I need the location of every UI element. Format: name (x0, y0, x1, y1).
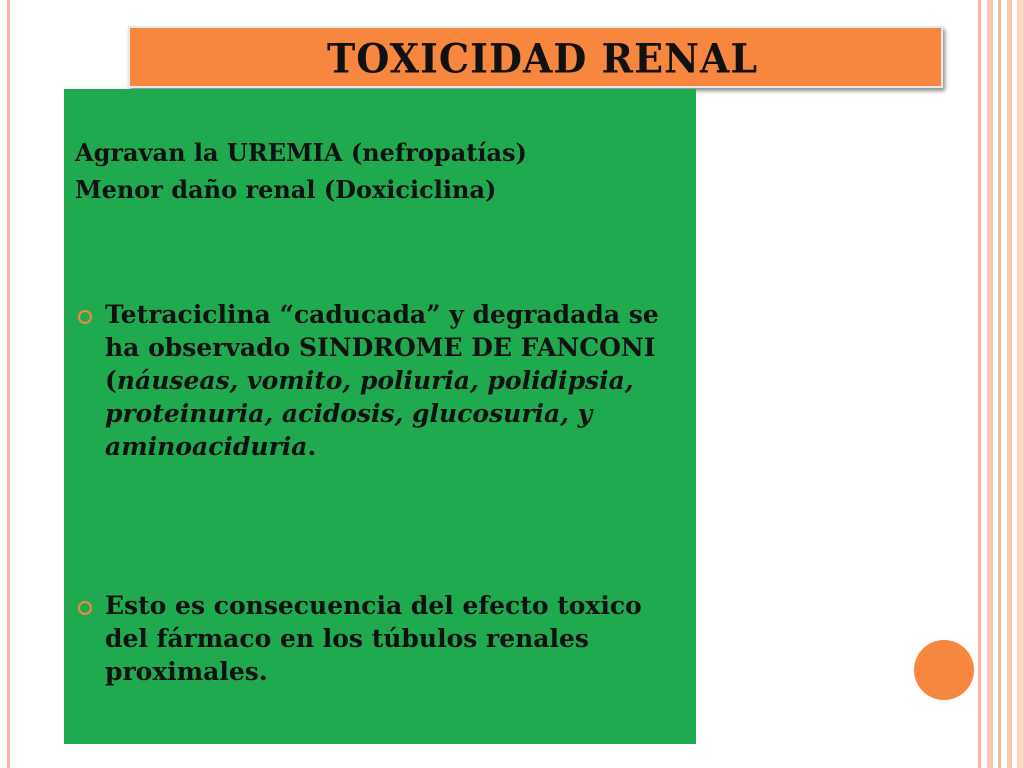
left-border-line (7, 0, 10, 768)
right-stripe (998, 0, 1001, 768)
bullet-text-end: . (307, 432, 317, 461)
circle-bullet-icon (78, 601, 92, 615)
bullet-text-italic: náuseas, vomito, poliuria, polidipsia, proteinuria, acidosis, glucosuria, y aminoaciduria (105, 366, 634, 461)
bullet-text-normal: Tetraciclina “caducada” y degradada se ha observado SINDROME DE FANCONI ( (105, 300, 659, 395)
bullet-item (75, 298, 685, 463)
right-stripe (1017, 0, 1024, 768)
slide-title: TOXICIDAD RENAL (326, 34, 759, 83)
right-stripe (978, 0, 981, 768)
bullet-text: Esto es consecuencia del efecto toxico del fármaco en los túbulos renales proximales. (105, 591, 642, 686)
intro-text (75, 134, 527, 208)
orange-circle-decoration (914, 640, 974, 700)
bullet-text (105, 298, 685, 463)
right-stripe (987, 0, 993, 768)
circle-bullet-icon (78, 310, 92, 324)
intro-line: Menor daño renal (Doxiciclina) (75, 175, 497, 204)
right-stripe (1007, 0, 1012, 768)
intro-line: Agravan la UREMIA (nefropatías) (75, 138, 527, 167)
bullet-item (75, 589, 685, 688)
